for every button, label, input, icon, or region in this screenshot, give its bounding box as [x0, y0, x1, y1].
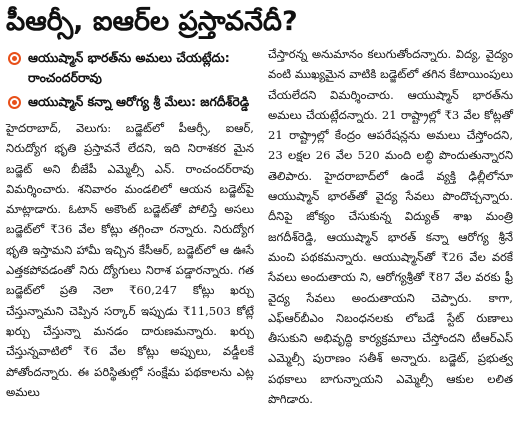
highlight-text: ఆయుష్మాన్ కన్నా ఆరోగ్య శ్రీ మేలు: జగదీశ్‌రెడ్డి [28, 94, 250, 109]
bullet-icon [8, 52, 21, 65]
right-column [268, 44, 513, 441]
headline: పీఆర్సీ, ఐఆర్‌ల ప్రస్తావనేదీ? [6, 6, 298, 37]
body-text-left: హైదరాబాద్, వెలుగు: బడ్జెట్‌లో పీఆర్సీ, ఐఆర్, నిరుద్యోగ భృతి ప్రస్తావనే లేదని, ఇది నిరాశకర మైన బడ్జెట్ అని బీజేపీ ఎమ్మెల్సీ ఎన్. రాంచందర్‌రావు విమర్శించారు. శనివారం మండలిలో ఆయన బడ్జెట్‌పై మాట్లాడారు. ఓటాన్ అకౌంట్ బడ్జెట్‌తో పోలిస్తే అసలు బడ్జెట్‌లో ₹36 వేల కోట్లు తగ్గించా రన్నారు. నిరుద్యోగ భృతి ఇస్తామని హామీ ఇచ్చిన కేసీఆర్, బడ్జెట్‌లో ఆ ఊసే ఎత్తకపోవడంతో నిరు ద్యోగులు నిరాశ పడ్డారన్నారు. గత బడ్జెట్‌లో ప్రతి నెలా ₹60,247 కోట్లు ఖర్చు చేస్తున్నామని చెప్పిన సర్కార్ ఇప్పుడు ₹11,503 కోట్లే ఖర్చు చేస్తున్నా మనడం దారుణమన్నారు. ఖర్చు చేస్తున్నవాటిలో ₹6 వేల కోట్లు అప్పులు, వడ్డీలకే పోతోందన్నారు. ఈ పరిస్థితుల్లో సంక్షేమ పథకాలను ఎట్ల అమలు [6, 121, 254, 399]
bullet-icon [8, 96, 21, 109]
highlight-item [6, 92, 254, 112]
highlight-text: ఆయుష్మాన్ భారత్‌ను అమలు చేయట్లేదు: రాంచందర్‌రావు [28, 50, 230, 85]
highlight-item [6, 48, 254, 88]
left-column [6, 44, 254, 441]
body-text-right: చేస్తారన్న అనుమానం కలుగుతోందన్నారు. విద్య, వైద్యం వంటి ముఖ్యమైన వాటికి బడ్జెట్‌లో తగిన కేటాయింపులు చేయలేదని విమర్శించారు. ఆయుష్మాన్ భారత్‌ను అమలు చేయట్లేదన్నారు. 21 రాష్ట్రాల్లో ₹3 వేల కోట్లతో 21 రాష్ట్రాల్లో కేంద్రం ఆపరేషన్లను అమలు చేస్తోందని, 23 లక్షల 26 వేల 520 మంది లబ్ధి పొందుతున్నారని తెలిపారు. హైదరాబాద్‌లో ఉండే వ్యక్తి ఢిల్లీలోనూ ఆయుష్మాన్ భారత్‌తో వైద్య సేవలు పొందొచ్చన్నారు. దీనిపై జోక్యం చేసుకున్న విద్యుత్ శాఖ మంత్రి జగదీశ్‌రెడ్డి, ఆయుష్మాన్ భారత్ కన్నా ఆరోగ్య శ్రీనే మంచి పథకమన్నారు. ఆయుష్మాన్‌తో ₹26 వేల వరకే సేవలు అందుతాయ ని, ఆరోగ్యశ్రీతో ₹87 వేల వరకు ఫ్రీ వైద్య సేవలు అందుతాయని చెప్పారు. కాగా, ఎఫ్‌ఆర్‌బీఎం నిబంధనలకు లోబడే స్టేట్ రుణాలు తీసుకుని అభివృద్ధి కార్యక్రమాలు చేస్తోందని టీఆర్ఎస్ ఎమ్మెల్సీ పురాణం సతీశ్ అన్నారు. బడ్జెట్, ప్రభుత్వ పథకాలు బాగున్నాయని ఎమ్మెల్సీ ఆకుల లలిత పొగిడారు. [268, 47, 513, 407]
highlights-list [6, 48, 254, 112]
